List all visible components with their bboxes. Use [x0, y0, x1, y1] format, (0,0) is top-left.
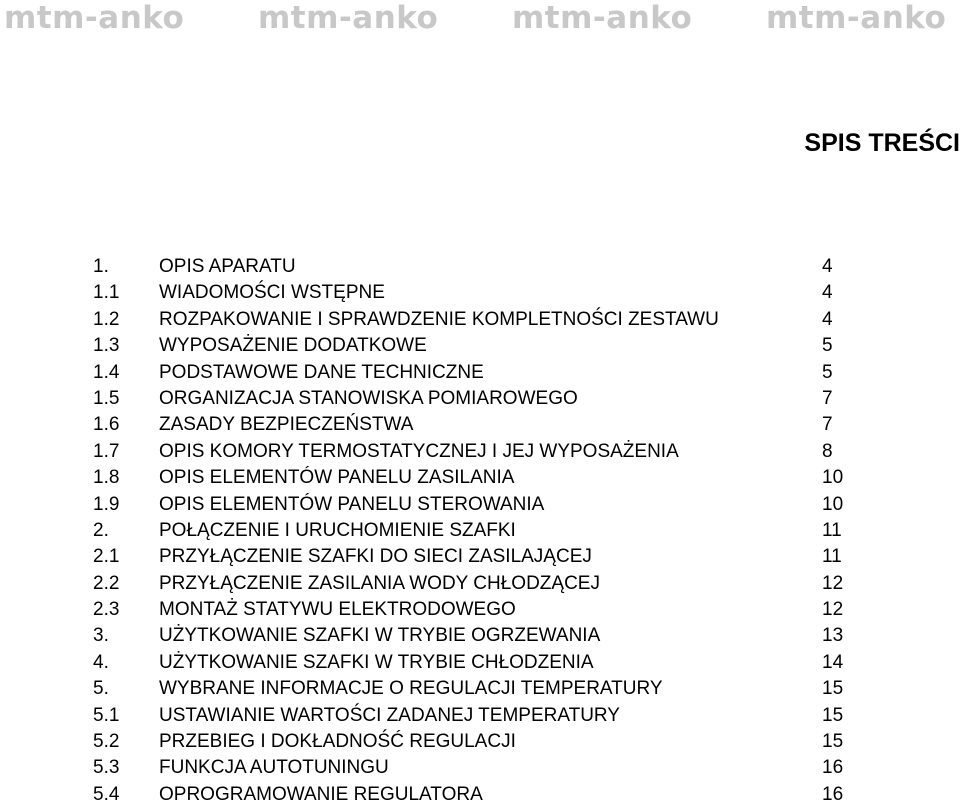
- toc-entry-title: PRZYŁĄCZENIE SZAFKI DO SIECI ZASILAJĄCEJ: [159, 546, 592, 568]
- toc-entry-title: OPIS ELEMENTÓW PANELU STEROWANIA: [159, 493, 545, 515]
- toc-entry-title: WYBRANE INFORMACJE O REGULACJI TEMPERATURY: [159, 678, 663, 700]
- toc-entry: [93, 676, 853, 702]
- toc-entry-number: 5.3: [93, 757, 120, 779]
- toc-entry-page: 16: [822, 757, 844, 779]
- toc-entry-title: UŻYTKOWANIE SZAFKI W TRYBIE OGRZEWANIA: [159, 625, 601, 647]
- toc-entry-page: 10: [822, 493, 844, 515]
- toc-entry: [93, 544, 853, 570]
- toc-entry-number: 5.: [93, 678, 109, 700]
- page-title: SPIS TREŚCI: [804, 129, 960, 157]
- toc-entry-number: 1.7: [93, 440, 120, 462]
- toc-entry: [93, 254, 853, 280]
- toc-entry: [93, 729, 853, 755]
- toc-entry-title: PODSTAWOWE DANE TECHNICZNE: [159, 361, 484, 383]
- toc-entry-title: MONTAŻ STATYWU ELEKTRODOWEGO: [159, 599, 516, 621]
- toc-entry-page: 7: [822, 387, 833, 409]
- brand-logo: mtm-anko: [766, 0, 947, 36]
- toc-entry-number: 2.: [93, 519, 109, 541]
- toc-entry-number: 4.: [93, 651, 109, 673]
- toc-entry-title: WIADOMOŚCI WSTĘPNE: [159, 282, 385, 304]
- toc-entry-page: 16: [822, 783, 844, 805]
- toc-entry-number: 5.4: [93, 783, 120, 805]
- toc-entry-number: 1.5: [93, 387, 120, 409]
- toc-entry: [93, 650, 853, 676]
- table-of-contents: [93, 254, 853, 808]
- brand-logo: mtm-anko: [4, 0, 185, 36]
- toc-entry-number: 3.: [93, 625, 109, 647]
- toc-entry-title: OPIS APARATU: [159, 256, 296, 277]
- toc-entry: [93, 386, 853, 412]
- toc-entry: [93, 307, 853, 333]
- brand-logo: mtm-anko: [258, 0, 439, 36]
- toc-entry-number: 1.8: [93, 467, 120, 489]
- toc-entry-number: 5.2: [93, 731, 120, 753]
- toc-entry-number: 1.2: [93, 308, 120, 330]
- toc-entry-number: 1.6: [93, 414, 120, 436]
- toc-entry: [93, 571, 853, 597]
- toc-entry-page: 13: [822, 625, 844, 647]
- toc-entry-page: 4: [822, 282, 833, 304]
- toc-entry-page: 10: [822, 467, 844, 489]
- toc-entry-title: POŁĄCZENIE I URUCHOMIENIE SZAFKI: [159, 519, 516, 541]
- toc-entry-title: FUNKCJA AUTOTUNINGU: [159, 757, 389, 779]
- toc-entry-page: 11: [822, 546, 842, 568]
- toc-entry: [93, 518, 853, 544]
- toc-entry-number: 2.2: [93, 572, 120, 594]
- toc-entry: [93, 703, 853, 729]
- toc-entry: [93, 597, 853, 623]
- toc-entry-title: UŻYTKOWANIE SZAFKI W TRYBIE CHŁODZENIA: [159, 651, 594, 673]
- toc-entry-number: 1.3: [93, 335, 120, 357]
- toc-entry-page: 15: [822, 731, 844, 753]
- toc-entry: [93, 465, 853, 491]
- toc-entry-page: 5: [822, 361, 833, 383]
- toc-entry-title: OPIS KOMORY TERMOSTATYCZNEJ I JEJ WYPOSAŻENIA: [159, 440, 679, 462]
- toc-entry: [93, 412, 853, 438]
- toc-entry-title: WYPOSAŻENIE DODATKOWE: [159, 335, 427, 357]
- toc-entry-title: PRZEBIEG I DOKŁADNOŚĆ REGULACJI: [159, 731, 516, 753]
- toc-entry-number: 1.4: [93, 361, 120, 383]
- toc-entry-number: 1.9: [93, 493, 120, 515]
- toc-entry-page: 4: [822, 308, 833, 330]
- toc-entry: [93, 360, 853, 386]
- toc-entry-page: 4: [822, 256, 833, 277]
- toc-entry-number: 5.1: [93, 704, 120, 726]
- toc-entry-page: 15: [822, 678, 844, 700]
- toc-entry: [93, 755, 853, 781]
- toc-entry-title: PRZYŁĄCZENIE ZASILANIA WODY CHŁODZĄCEJ: [159, 572, 600, 594]
- toc-entry-title: USTAWIANIE WARTOŚCI ZADANEJ TEMPERATURY: [159, 704, 620, 726]
- toc-entry-page: 12: [822, 599, 844, 621]
- toc-entry-title: OPROGRAMOWANIE REGULATORA: [159, 783, 483, 805]
- toc-entry-page: 15: [822, 704, 844, 726]
- toc-entry-page: 14: [822, 651, 844, 673]
- toc-entry-title: ROZPAKOWANIE I SPRAWDZENIE KOMPLETNOŚCI ZESTAWU: [159, 308, 719, 330]
- brand-header: [0, 0, 960, 36]
- toc-entry-title: OPIS ELEMENTÓW PANELU ZASILANIA: [159, 467, 515, 489]
- toc-entry-title: ZASADY BEZPIECZEŃSTWA: [159, 414, 414, 436]
- toc-entry: [93, 439, 853, 465]
- toc-entry: [93, 333, 853, 359]
- toc-entry-page: 11: [822, 519, 842, 541]
- toc-entry-page: 7: [822, 414, 833, 436]
- toc-entry: [93, 492, 853, 518]
- toc-entry-page: 8: [822, 440, 833, 462]
- toc-entry-page: 12: [822, 572, 844, 594]
- toc-entry: [93, 623, 853, 649]
- toc-entry: [93, 280, 853, 306]
- toc-entry-number: 1.1: [93, 282, 120, 304]
- toc-entry-title: ORGANIZACJA STANOWISKA POMIAROWEGO: [159, 387, 578, 409]
- toc-entry-number: 1.: [93, 256, 109, 277]
- toc-entry-number: 2.3: [93, 599, 120, 621]
- toc-entry: [93, 782, 853, 808]
- toc-entry-page: 5: [822, 335, 833, 357]
- toc-entry-number: 2.1: [93, 546, 120, 568]
- brand-logo: mtm-anko: [512, 0, 693, 36]
